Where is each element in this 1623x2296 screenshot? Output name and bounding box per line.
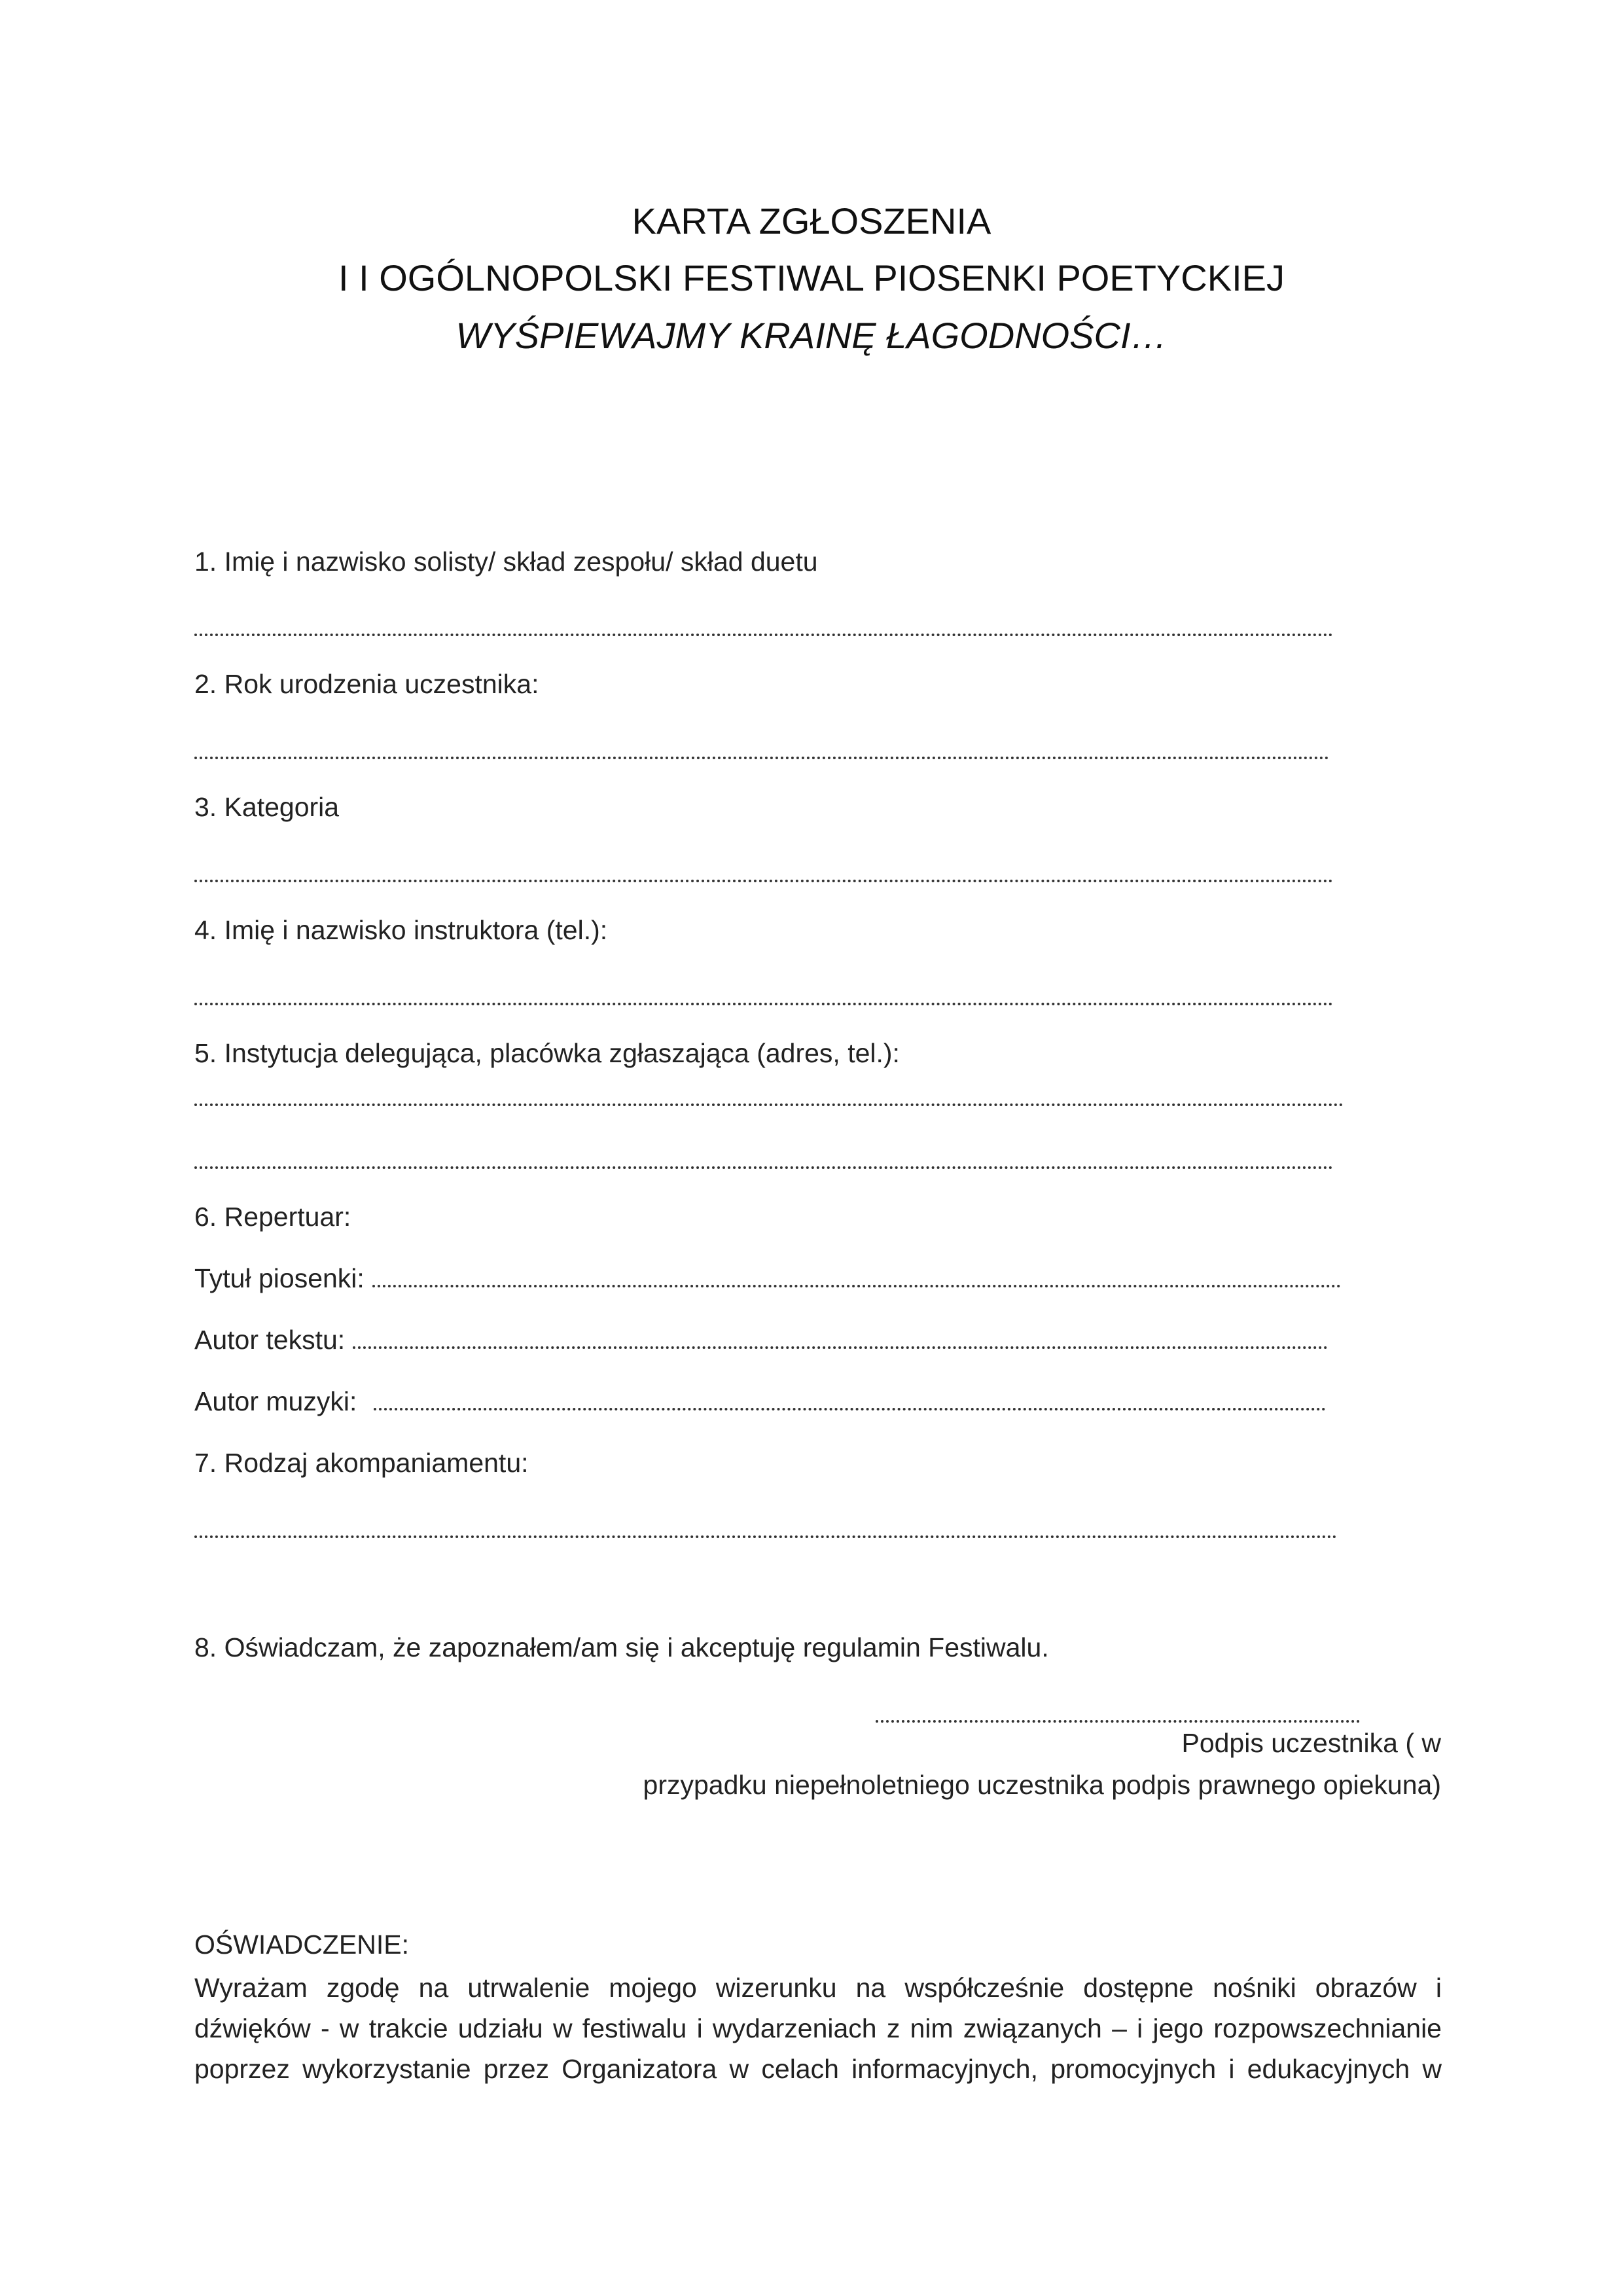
statement-text-line-1: Wyrażam zgodę na utrwalenie mojego wizerunku na współcześnie dostępne nośniki obrazów i — [194, 1973, 1442, 2003]
question-institution: 5. Instytucja delegująca, placówka zgłaszająca (adres, tel.): — [194, 1038, 900, 1068]
answer-line-birth-year[interactable] — [194, 757, 1329, 759]
question-birth-year: 2. Rok urodzenia uczestnika: — [194, 669, 539, 699]
statement-text-line-3: poprzez wykorzystanie przez Organizatora w celach informacyjnych, promocyjnych i edukacyjnych w — [194, 2054, 1442, 2084]
answer-line-lyrics-author[interactable] — [353, 1346, 1328, 1349]
answer-line-category[interactable] — [194, 880, 1333, 882]
answer-line-music-author[interactable] — [374, 1408, 1326, 1410]
repertoire-song-title-row — [194, 1263, 1341, 1294]
signature-line[interactable] — [876, 1720, 1360, 1723]
question-category: 3. Kategoria — [194, 792, 340, 822]
form-title: KARTA ZGŁOSZENIA — [632, 200, 991, 242]
lyrics-author-label: Autor tekstu: — [194, 1325, 346, 1355]
statement-text-line-2: dźwięków - w trakcie udziału w festiwalu i wydarzeniach z nim związanych – i jego rozpowszechnianie — [194, 2013, 1442, 2043]
song-title-label: Tytuł piosenki: — [194, 1263, 365, 1293]
festival-motto: WYŚPIEWAJMY KRAINĘ ŁAGODNOŚCI… — [455, 315, 1168, 356]
regulations-acceptance: 8. Oświadczam, że zapoznałem/am się i akceptuję regulamin Festiwalu. — [194, 1632, 1049, 1662]
answer-line-participant-name[interactable] — [194, 634, 1333, 636]
statement-heading: OŚWIADCZENIE: — [194, 1929, 410, 1960]
repertoire-lyrics-author-row — [194, 1325, 1328, 1355]
question-accompaniment: 7. Rodzaj akompaniamentu: — [194, 1448, 529, 1478]
answer-line-song-title[interactable] — [372, 1285, 1341, 1287]
signature-caption-2: przypadku niepełnoletniego uczestnika podpis prawnego opiekuna) — [643, 1770, 1441, 1800]
music-author-label: Autor muzyki: — [194, 1386, 357, 1416]
repertoire-music-author-row — [194, 1386, 1326, 1417]
festival-name: I I OGÓLNOPOLSKI FESTIWAL PIOSENKI POETYCKIEJ — [338, 257, 1285, 298]
question-repertoire: 6. Repertuar: — [194, 1202, 351, 1232]
question-instructor: 4. Imię i nazwisko instruktora (tel.): — [194, 915, 608, 945]
question-participant-name: 1. Imię i nazwisko solisty/ skład zespołu/ skład duetu — [194, 547, 818, 577]
answer-line-accompaniment[interactable] — [194, 1535, 1337, 1538]
signature-caption-1: Podpis uczestnika ( w — [1181, 1728, 1441, 1758]
answer-line-instructor[interactable] — [194, 1003, 1333, 1005]
answer-line-institution-2[interactable] — [194, 1166, 1333, 1169]
answer-line-institution-1[interactable] — [194, 1103, 1344, 1106]
